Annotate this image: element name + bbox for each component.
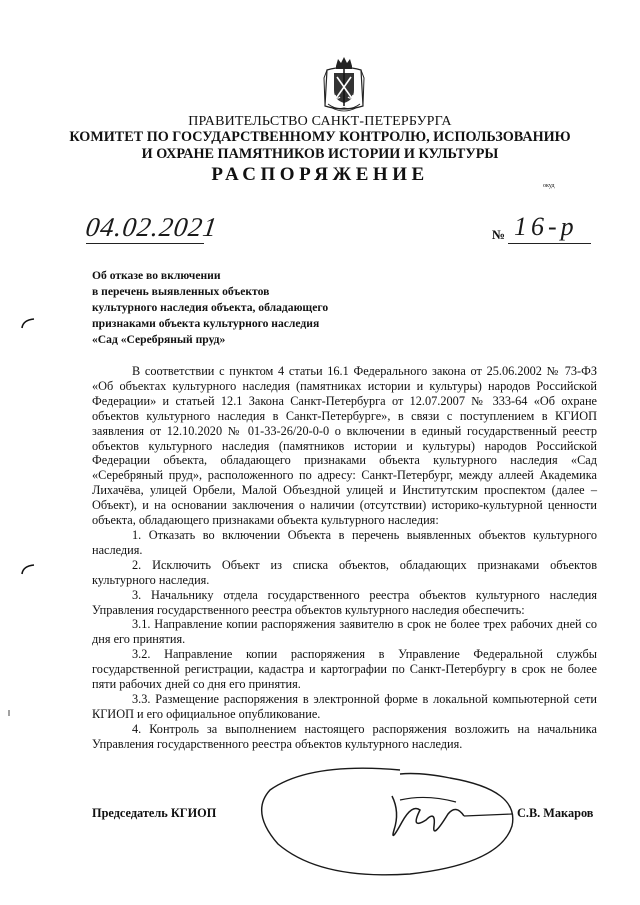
subject-line: в перечень выявленных объектов [92,285,270,298]
body-paragraph-item-4: 4. Контроль за выполнением настоящего распоряжения возложить на начальника Управления государственного реестра объектов культурного наследия. [92,721,597,751]
corner-mark-icon [20,563,36,575]
st-petersburg-coat-of-arms-icon [322,56,366,114]
committee-title-line-2: И ОХРАНЕ ПАМЯТНИКОВ ИСТОРИИ И КУЛЬТУРЫ [141,146,499,162]
committee-title-line-1: КОМИТЕТ ПО ГОСУДАРСТВЕННОМУ КОНТРОЛЮ, ИСПОЛЬЗОВАНИЮ [69,129,571,145]
signatory-name: С.В. Макаров [517,806,594,820]
handwritten-signature [250,760,530,885]
document-subject [92,268,392,348]
body-paragraph-item-3-2: 3.2. Направление копии распоряжения в Управление Федеральной службы государственной регистрации, кадастра и картографии по Санкт-Петербургу в срок не более пяти рабочих дней со дня его принятия. [92,647,597,692]
handwritten-number: 16-р [514,212,578,241]
handwritten-date: 04.02.2021 [83,212,220,242]
date-underline [86,243,204,244]
subject-line: Об отказе во включении [92,269,221,282]
body-paragraph-item-2: 2. Исключить Объект из списка объектов, обладающих признаками объектов культурного наследия. [92,557,597,587]
body-paragraph-item-3-1: 3.1. Направление копии распоряжения заявителю в срок не более трех рабочих дней со дня его принятия. [92,617,597,647]
subject-line: признаками объекта культурного наследия [92,317,320,330]
signatory-position: Председатель КГИОП [92,806,217,820]
body-paragraph-item-3-3: 3.3. Размещение распоряжения в электронной форме в локальной компьютерной сети КГИОП и его официальное опубликование. [92,691,597,721]
body-paragraph-item-3: 3. Начальнику отдела государственного реестра объектов культурного наследия Управления государственного реестра объектов культурного наследия обеспечить: [92,587,597,617]
body-paragraph-preamble: В соответствии с пунктом 4 статьи 16.1 Федерального закона от 25.06.2002 № 73-ФЗ «Об объектах культурного наследия (памятниках истории и культуры) народов Российской Федерации» и статьей 12.1 Закона Санкт-Петербурга от 12.07.2007 № 333-64 «Об охране объектов культурного наследия в Санкт-Петербурге», в связи с поступлением в КГИОП заявления от 12.10.2020 № 01-33-26/20-0-0 о включении в единый государственный реестр объектов культурного наследия (памятников истории и культуры) народов Российской Федерации объекта, обладающего признаками объекта культурного наследия «Сад «Серебряный пруд», расположенного по адресу: Санкт-Петербург, между аллеей Академика Лихачёва, улицей Орбели, Малой Объездной улицей и Институтским проспектом (далее – Объект), и на основании заключения о наличии (отсутствии) историко-культурной ценности объекта, обладающего признаками объекта культурного наследия: [92,364,597,528]
government-title: ПРАВИТЕЛЬСТВО САНКТ-ПЕТЕРБУРГА [188,114,452,129]
number-label: № [492,227,506,242]
subject-line: «Сад «Серебряный пруд» [92,333,226,346]
okud-label: окуд [543,183,555,189]
corner-mark-icon [20,317,36,329]
document-body [92,364,597,752]
number-underline [508,243,591,244]
subject-line: культурного наследия объекта, обладающего [92,301,329,314]
body-paragraph-item-1: 1. Отказать во включении Объекта в перечень выявленных объектов культурного наследия. [92,527,597,557]
margin-dot-icon [6,710,12,718]
document-type: РАСПОРЯЖЕНИЕ [211,164,429,185]
